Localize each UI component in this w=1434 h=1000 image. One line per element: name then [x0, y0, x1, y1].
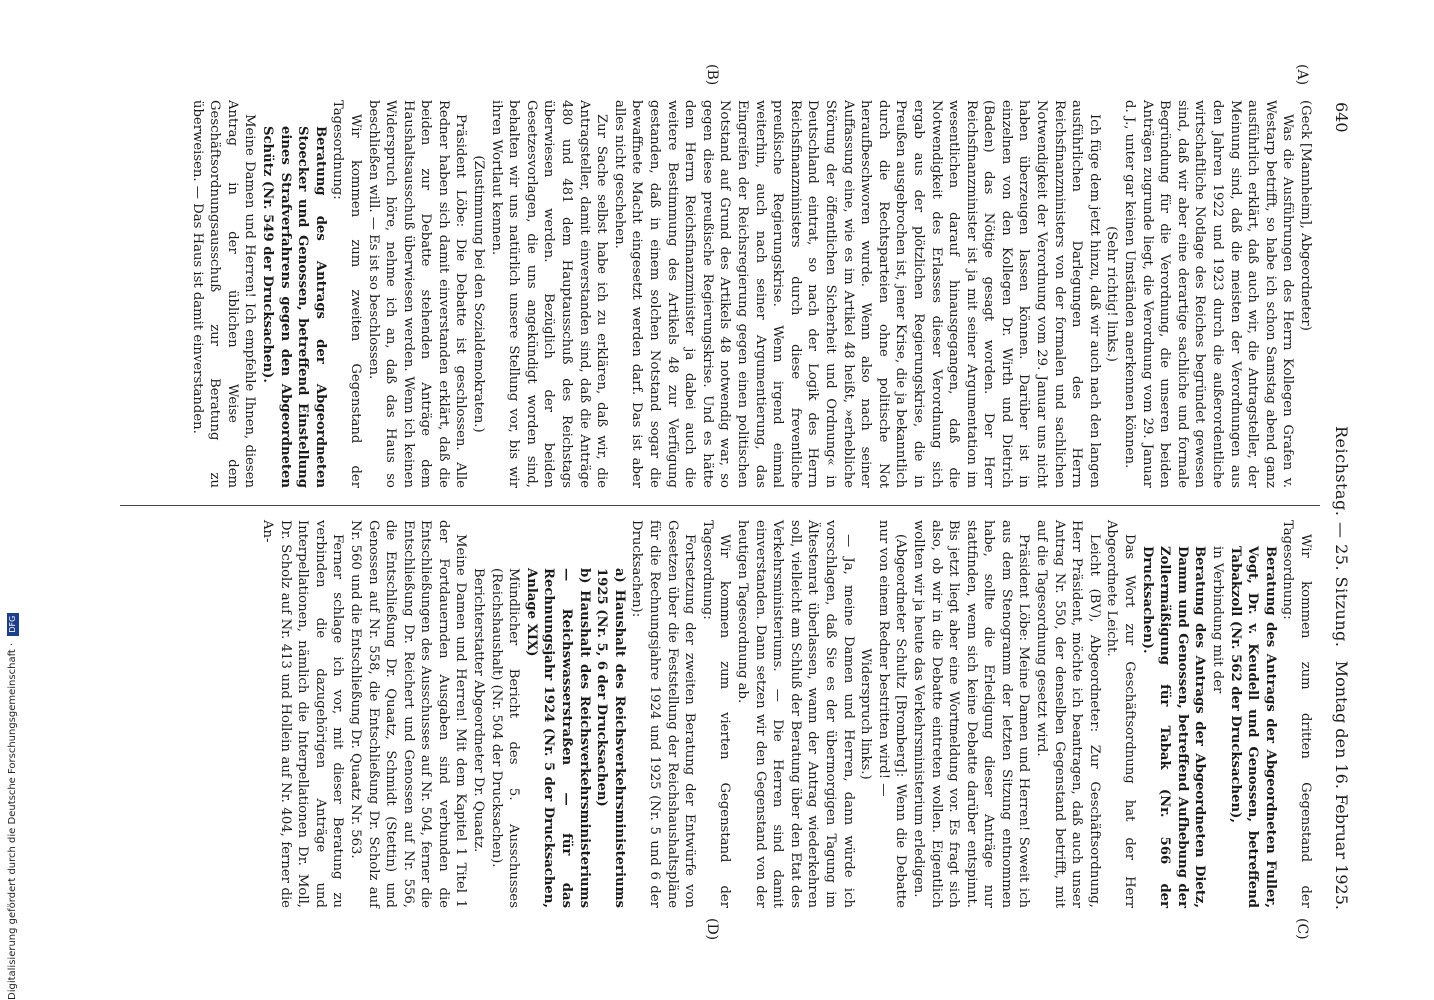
right-column-paragraph: Beratung des Antrags der Abgeordneten Dietz, Damm und Genossen, betreffend Aufhebung der Zollermäßigung für Tabak (Nr. 566 der Drucksachen). [1139, 546, 1208, 908]
left-column-paragraph: (Sehr richtig! links.) [1104, 226, 1120, 362]
left-column-paragraph: Was die Ausführungen des Herrn Kollegen Grafen v. Westarp betrifft, so habe ich schon Samstag abend ganz ausführlich erklärt, daß auch wir, die Antragsteller, der Meinung sind, daß die meisten der Verordnungen aus den Jahren 1922 und 1923 durch die außerordentliche wirtschaftliche Notlage des Reiches begründet gewesen sind, daß wir aber eine derartige sachliche und formale Begründung für die Verordnung, die unseren beiden Anträgen zugrunde liegt, die Verordnung vom 29. Januar d. J., unter gar keinen Umständen anerkennen können. [1122, 100, 1296, 488]
right-column-paragraph: Meine Damen und Herren! Mit dem Kapitel 1 Titel 1 der Fortdauernden Ausgaben sind verbunden die Entschließungen des Ausschusses auf Nr. 504, ferner die Entschließung Dr. Reichert und Genossen auf Nr. 556, die Entschließung Dr. Quaatz, Schmidt (Stettin) und Genossen auf Nr. 558, die Entschließung Dr. Scholz auf Nr. 560 und die Entschließung Dr. Quaatz Nr. 563. [347, 520, 469, 908]
right-column-paragraph: b) Haushalt des Reichsverkehrsministeriums — Reichswasserstraßen — für das Rechnungsjahr 1924 (Nr. 5 der Drucksachen, Anlage XIX) [523, 568, 592, 908]
right-column-paragraph: Ferner schlage ich vor, mit dieser Beratung zu verbinden die dazugehörigen Anträge und Interpellationen, nämlich die Interpellationen Dr. Moll, Dr. Scholz auf Nr. 413 und Hollein auf Nr. 404, ferner die An- [259, 520, 346, 908]
right-column-paragraph: a) Haushalt des Reichsverkehrsministeriums 1925 (Nr. 5, 6 der Drucksachen) [594, 568, 627, 908]
session-title: Reichstag. — 25. Sitzung. [1332, 426, 1351, 648]
scanned-page [110, 64, 1351, 941]
left-column-paragraph: Wir kommen zum zweiten Gegenstand der Tagesordnung: [330, 100, 363, 488]
right-column-paragraph: Widerspruch links.) [858, 648, 874, 780]
left-column-paragraph: Beratung des Antrags der Abgeordneten Stoecker und Genossen, betreffend Einstellung eines Strafverfahrens gegen den Abgeordneten Schütz (Nr. 549 der Drucksachen). [259, 126, 328, 488]
right-column-paragraph: Fortsetzung der zweiten Beratung der Entwürfe von Gesetzen über die Feststellung der Reichshaushaltspläne für die Rechnungsjahre 1924 und 1925 (Nr. 5 und 6 der Drucksachen): [629, 520, 698, 908]
digitization-credit-sidebar [6, 0, 20, 1000]
margin-mark-a: (A) [1294, 64, 1310, 86]
credit-text: Digitalisierung gefördert durch die Deutsche Forschungsgemeinschaft · [7, 642, 18, 1000]
right-column-paragraph: Beratung des Antrags der Abgeordneten Fuller, Vogt, Dr. v. Keudell und Genossen, betreffend Tabakzoll (Nr. 562 der Drucksachen), [1227, 546, 1278, 908]
right-column-paragraph: Das Wort zur Geschäftsordnung hat der Herr Abgeordnete Leicht. [1104, 520, 1138, 908]
right-column-paragraph: Leicht (BV), Abgeordneter: Zur Geschäftsordnung, Herr Präsident, möchte ich beantragen, daß auch unser Antrag Nr. 550, der denselben Gegenstand betrifft, mit auf die Tagesordnung gesetzt wird. [1034, 520, 1102, 908]
dfg-logo: DFG [7, 613, 19, 636]
session-date: Montag den 16. Februar 1925. [1332, 660, 1351, 910]
margin-mark-c: (C) [1294, 918, 1310, 940]
right-column-paragraph: Präsident Löbe: Meine Damen und Herren! Soweit ich aus dem Stenogramm der letzten Sitzung entnommen habe, sollte die Erledigung dieser Anträge nur stattfinden, wenn sich keine Debatte darüber entspinnt. Bis jetzt liegt aber eine Wortmeldung vor. Es fragt sich also, ob wir in die Debatte eintreten wollen. Eigentlich wollten wir ja heute das Verkehrsministerium erledigen. [910, 520, 1032, 908]
right-column [258, 520, 1314, 908]
left-column-paragraph: Zur Sache selbst habe ich zu erklären, daß wir, die Antragsteller, damit einverstanden sind, daß die Anträge 480 und 481 dem Hauptausschuß des Reichstags überwiesen werden. Bezüglich der beiden Gesetzesvorlagen, die uns angekündigt worden sind, behalten wir uns natürlich unsere Stellung vor, bis wir ihren Wortlaut kennen. [488, 100, 610, 488]
left-column [188, 100, 1314, 488]
column-divider [120, 505, 1320, 506]
margin-mark-d: (D) [704, 918, 720, 941]
right-column-paragraph: Mündlicher Bericht des 5. Ausschusses (Reichshaushalt) (Nr. 504 der Drucksachen). [488, 568, 522, 908]
page-number: 640 [1332, 102, 1351, 133]
left-column-paragraph: Präsident Löbe: Die Debatte ist geschlossen. Alle Redner haben sich damit einverstanden erklärt, daß die beiden zur Debatte stehenden Anträge dem Haushaltsausschuß überwiesen werden. Wenn ich keinen Widerspruch höre, nehme ich an, daß das Haus so beschließen will. — Es ist so beschlossen. [365, 100, 469, 488]
right-column-paragraph: Wir kommen zum dritten Gegenstand der Tagesordnung: [1280, 520, 1313, 908]
right-column-paragraph: — Ja, meine Damen und Herren, dann würde ich vorschlagen, daß Sie es der übermorgigen Tagung im Ältestenrat überlassen, wann der Antrag wiederkehren soll, vielleicht am Schluß der Beratung über den Etat des Verkehrsministeriums. — Die Herren sind damit einverstanden. Dann setzen wir den Gegenstand von der heutigen Tagesordnung ab. [735, 520, 856, 908]
left-column-paragraph: (Zustimmung bei den Sozialdemokraten.) [471, 155, 487, 433]
left-column-paragraph: (Geck [Mannheim], Abgeordneter) [1298, 100, 1313, 331]
right-column-paragraph: in Verbindung mit der [1210, 546, 1226, 694]
digitization-credit [6, 0, 20, 1000]
right-column-paragraph: (Abgeordneter Schultz [Bromberg]: Wenn die Debatte nur von einem Redner bestritten wird! — [875, 520, 909, 908]
left-column-paragraph: Meine Damen und Herren! Ich empfehle Ihnen, diesen Antrag in der üblichen Weise dem Geschäftsordnungsausschuß zur Beratung zu überweisen. — Das Haus ist damit einverstanden. [189, 100, 258, 488]
page-header [1328, 96, 1350, 916]
left-column-paragraph: Ich füge dem jetzt hinzu, daß wir auch nach den langen ausführlichen Darlegungen des Herrn Reichsfinanzministers von der formalen und sachlichen Notwendigkeit der Verordnung vom 29. Januar uns nicht haben überzeugen lassen können. Darüber ist in einzelnen von den Kollegen Dr. Wirth und Dietrich (Baden) das Nötige gesagt worden. Der Herr Reichsfinanzminister ist ja mit seiner Argumentation im wesentlichen darauf hinausgegangen, daß die Notwendigkeit des Erlasses dieser Verordnung sich ergab aus der plötzlichen Regierungskrise, die in Preußen ausgebrochen ist, jener Krise, die ja bekanntlich durch die Rechtsparteien ohne politische Not heraufbeschworen wurde. Wenn also nach seiner Auffassung eine, wie es im Artikel 48 heißt, »erhebliche Störung der öffentlichen Sicherheit und Ordnung« in Deutschland eintrat, so nach der Logik des Herrn Reichsfinanzministers durch diese freventliche preußische Regierungskrise. Wenn irgend einmal weiterhin, auch nach seiner Argumentierung, das Eingreifen der Reichsregierung gegen einen politischen Notstand auf Grund des Artikels 48 notwendig war, so gegen diese preußische Regierungskrise. Und es hätte dem Herrn Reichsfinanzminister ja dabei auch die weitere Bestimmung des Artikels 48 zur Verfügung gestanden, daß in einem solchen Notstand sogar die bewaffnete Macht eingesetzt werden darf. Das ist aber alles nicht geschehen. [611, 100, 1102, 488]
margin-mark-b: (B) [704, 64, 720, 86]
right-column-paragraph: Berichterstatter Abgeordneter Dr. Quaatz. [471, 568, 487, 853]
right-column-paragraph: Wir kommen zum vierten Gegenstand der Tagesordnung: [699, 520, 733, 908]
